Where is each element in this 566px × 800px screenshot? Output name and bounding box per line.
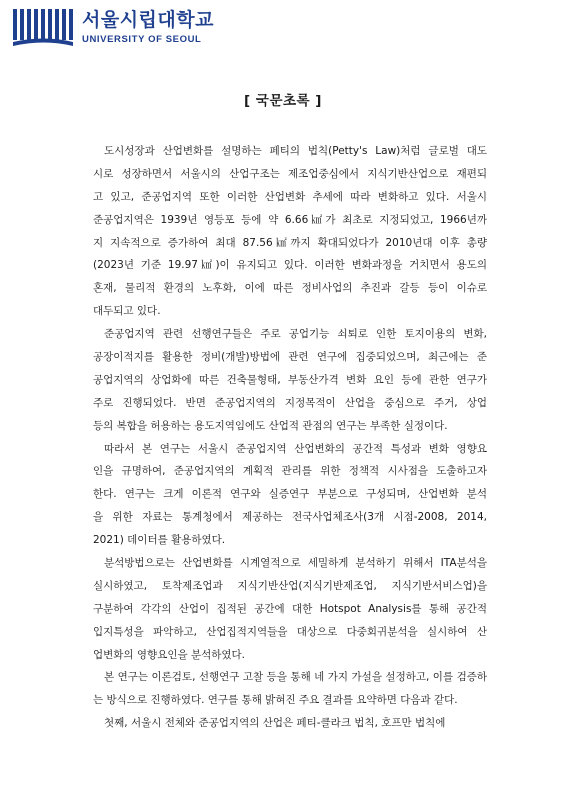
paragraph-3-line-2: 인을 규명하여, 준공업지역의 계획적 관리를 위한 정책적 시사점을 도출하고자 [93, 465, 487, 478]
paragraph-2-line-1: 준공업지역 관련 선행연구들은 주로 공업기능 쇠퇴로 인한 토지이용의 변화, [104, 328, 487, 341]
paragraph-4-line-1: 분석방법으로는 산업변화를 시계열적으로 세밀하게 분석하기 위해서 ITA분석을 [104, 557, 487, 570]
paragraph-1-line-2: 시로 성장하면서 서울시의 산업구조는 제조업중심에서 지식기반산업으로 재편되 [93, 167, 487, 180]
paragraph-1-line-6: (2023년 기준 19.97㎢)이 유지되고 있다. 이러한 변화과정을 거치면서 용도의 [93, 259, 487, 272]
abstract-body [93, 140, 487, 735]
paragraph-4-line-2: 실시하였고, 토착제조업과 지식기반산업(지식기반제조업, 지식기반서비스업)을 [93, 579, 487, 592]
paragraph-1-line-8: 대두되고 있다. [93, 305, 161, 318]
paragraph-1-line-7: 혼재, 물리적 환경의 노후화, 이에 따른 정비사업의 추진과 갈등 등이 이슈로 [93, 282, 487, 295]
paragraph-1-line-3: 고 있고, 준공업지역 또한 이러한 산업변화 추세에 따라 변화하고 있다. 서울시 [93, 190, 487, 203]
paragraph-5-line-1: 본 연구는 이론검토, 선행연구 고찰 등을 통해 네 가지 가설을 설정하고, 이를 검증하 [104, 671, 487, 684]
paragraph-1-line-4: 준공업지역은 1939년 영등포 등에 약 6.66㎢가 최초로 지정되었고, 1966년까 [93, 213, 487, 226]
paragraph-3-line-3: 한다. 연구는 크게 이론적 연구와 실증연구 부분으로 구성되며, 산업변화 분석 [93, 488, 487, 501]
university-emblem-icon [13, 9, 75, 47]
paragraph-4-line-4: 입지특성을 파악하고, 산업집적지역들을 대상으로 다중회귀분석을 실시하여 산 [93, 625, 487, 638]
paragraph-3-line-1: 따라서 본 연구는 서울시 준공업지역 산업변화의 공간적 특성과 변화 영향요 [104, 442, 487, 455]
paragraph-3-line-4: 을 위한 자료는 통계청에서 제공하는 전국사업체조사(3개 시점-2008, 2014, [93, 511, 487, 524]
paragraph-2-line-3: 공업지역의 상업화에 따른 건축물형태, 부동산가격 변화 요인 등에 관한 연구가 [93, 373, 487, 386]
paragraph-1-line-5: 지 지속적으로 증가하여 최대 87.56㎢까지 확대되었다가 2010년대 이후 총량 [93, 236, 487, 249]
logo-korean-name: 서울시립대학교 [82, 9, 214, 31]
paragraph-2-line-5: 등의 복합을 허용하는 용도지역임에도 산업적 관점의 연구는 부족한 실정이다. [93, 419, 448, 432]
paragraph-5-line-2: 는 방식으로 진행하였다. 연구를 통해 밝혀진 주요 결과를 요약하면 다음과 같다. [93, 694, 458, 707]
paragraph-3-line-5: 2021) 데이터를 활용하였다. [93, 534, 226, 547]
abstract-heading: [ 국문초록 ] [244, 93, 322, 109]
logo-english-name: UNIVERSITY OF SEOUL [82, 34, 202, 45]
paragraph-6-line-1: 첫째, 서울시 전체와 준공업지역의 산업은 페티-클라크 법칙, 호프만 법칙에 [104, 717, 446, 730]
paragraph-1-line-1: 도시성장과 산업변화를 설명하는 페티의 법칙(Petty's Law)처럼 글로벌 대도 [104, 145, 487, 157]
university-logo [13, 9, 213, 49]
paragraph-4-line-5: 업변화의 영향요인을 분석하였다. [93, 648, 246, 661]
paragraph-2-line-2: 공장이적지를 활용한 정비(개발)방법에 관련 연구에 집중되었으며, 최근에는 준 [93, 351, 487, 364]
paragraph-4-line-3: 구분하여 각각의 산업이 집적된 공간에 대한 Hotspot Analysis를 통해 공간적 [93, 602, 487, 615]
paragraph-2-line-4: 주로 진행되었다. 반면 준공업지역의 지정목적이 산업을 중심으로 주거, 상업 [93, 396, 487, 409]
